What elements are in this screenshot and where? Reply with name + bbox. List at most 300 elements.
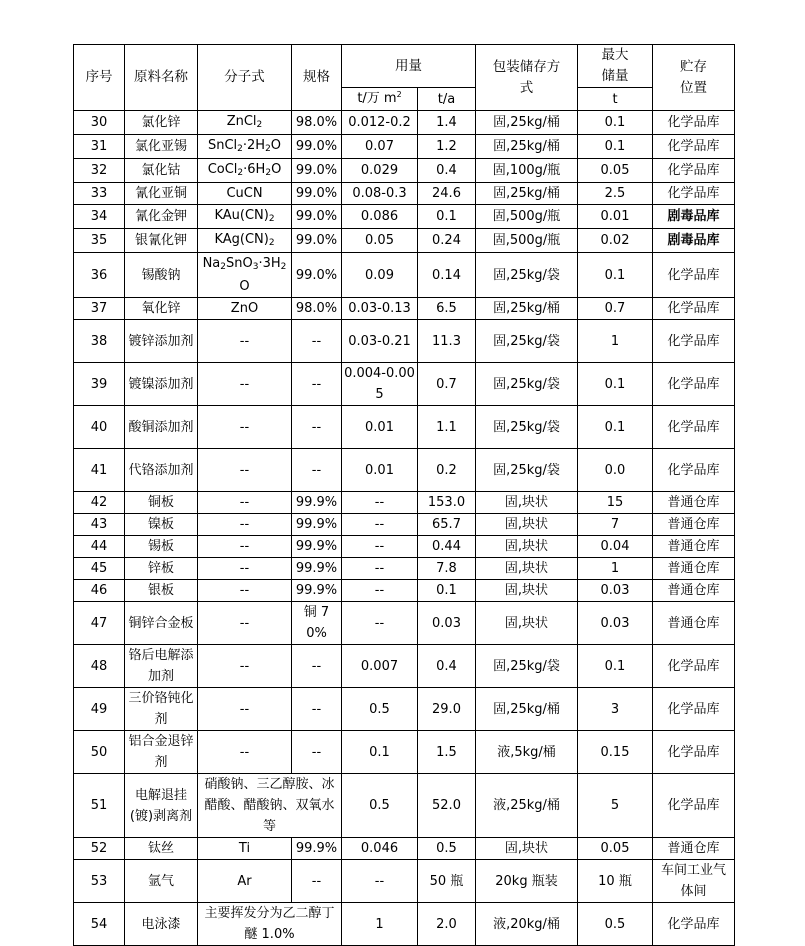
cell-max-storage: 0.1 bbox=[578, 253, 653, 298]
cell-location: 车间工业气体间 bbox=[653, 860, 735, 903]
table-row bbox=[74, 492, 735, 514]
cell-seq: 47 bbox=[74, 602, 125, 645]
cell-formula bbox=[198, 860, 292, 903]
formula-subscript: 2 bbox=[280, 262, 287, 272]
cell-formula bbox=[198, 903, 342, 946]
cell-name: 酸铜添加剂 bbox=[125, 406, 198, 449]
header-formula: 分子式 bbox=[198, 45, 292, 111]
cell-seq: 40 bbox=[74, 406, 125, 449]
cell-usage-annual: 1.2 bbox=[418, 135, 476, 159]
formula-subscript: 2 bbox=[237, 144, 243, 154]
cell-spec: 98.0% bbox=[292, 111, 342, 135]
cell-location: 化学品库 bbox=[653, 688, 735, 731]
formula-text: O bbox=[270, 138, 282, 153]
cell-name: 铜锌合金板 bbox=[125, 602, 198, 645]
cell-formula bbox=[198, 229, 292, 253]
cell-seq: 37 bbox=[74, 298, 125, 320]
cell-max-storage: 3 bbox=[578, 688, 653, 731]
cell-max-storage: 0.7 bbox=[578, 298, 653, 320]
cell-usage-per-area: 0.03-0.21 bbox=[342, 320, 418, 363]
cell-seq: 45 bbox=[74, 558, 125, 580]
cell-max-storage: 1 bbox=[578, 320, 653, 363]
cell-usage-annual: 0.7 bbox=[418, 363, 476, 406]
cell-spec: -- bbox=[292, 645, 342, 688]
table-row bbox=[74, 183, 735, 205]
formula-text: O bbox=[239, 279, 250, 294]
cell-usage-per-area: 0.012-0.2 bbox=[342, 111, 418, 135]
cell-seq: 39 bbox=[74, 363, 125, 406]
cell-usage-annual: 0.1 bbox=[418, 205, 476, 229]
cell-usage-annual: 0.14 bbox=[418, 253, 476, 298]
cell-name: 钛丝 bbox=[125, 838, 198, 860]
cell-max-storage: 10 瓶 bbox=[578, 860, 653, 903]
cell-seq: 33 bbox=[74, 183, 125, 205]
table-row bbox=[74, 205, 735, 229]
cell-name: 锡酸钠 bbox=[125, 253, 198, 298]
cell-formula bbox=[198, 774, 342, 838]
formula-subscript: 3 bbox=[252, 262, 259, 272]
cell-packing: 固,25kg/袋 bbox=[476, 320, 578, 363]
cell-name: 代铬添加剂 bbox=[125, 449, 198, 492]
cell-location: 化学品库 bbox=[653, 774, 735, 838]
cell-formula bbox=[198, 320, 292, 363]
formula-subscript: 2 bbox=[265, 144, 271, 154]
table-row bbox=[74, 111, 735, 135]
cell-usage-annual: 65.7 bbox=[418, 514, 476, 536]
formula-text: -- bbox=[239, 561, 250, 576]
cell-usage-annual: 0.4 bbox=[418, 645, 476, 688]
cell-spec: 99.0% bbox=[292, 159, 342, 183]
table-row bbox=[74, 688, 735, 731]
formula-subscript: 2 bbox=[220, 262, 227, 272]
cell-formula bbox=[198, 492, 292, 514]
header-max-storage: 最大储量 bbox=[578, 45, 653, 88]
cell-name: 镀镍添加剂 bbox=[125, 363, 198, 406]
cell-max-storage: 7 bbox=[578, 514, 653, 536]
formula-text: -- bbox=[239, 462, 250, 478]
formula-subscript: 2 bbox=[265, 168, 272, 178]
formula-text: ·3H bbox=[258, 256, 281, 271]
cell-seq: 35 bbox=[74, 229, 125, 253]
cell-name: 电泳漆 bbox=[125, 903, 198, 946]
cell-max-storage: 0.05 bbox=[578, 838, 653, 860]
cell-packing: 20kg 瓶装 bbox=[476, 860, 578, 903]
cell-location: 化学品库 bbox=[653, 903, 735, 946]
cell-location: 普通仓库 bbox=[653, 558, 735, 580]
table-row bbox=[74, 159, 735, 183]
formula-text: -- bbox=[239, 539, 250, 554]
cell-packing: 固,25kg/袋 bbox=[476, 253, 578, 298]
cell-location: 化学品库 bbox=[653, 183, 735, 205]
cell-usage-per-area: 0.086 bbox=[342, 205, 418, 229]
formula-text: Ti bbox=[238, 841, 251, 856]
cell-usage-annual: 0.1 bbox=[418, 580, 476, 602]
cell-name: 锡板 bbox=[125, 536, 198, 558]
cell-formula bbox=[198, 449, 292, 492]
cell-usage-per-area: 0.07 bbox=[342, 135, 418, 159]
cell-usage-annual: 50 瓶 bbox=[418, 860, 476, 903]
cell-location: 普通仓库 bbox=[653, 492, 735, 514]
cell-name: 氰化亚铜 bbox=[125, 183, 198, 205]
cell-packing: 固,500g/瓶 bbox=[476, 205, 578, 229]
cell-usage-per-area: 0.08-0.3 bbox=[342, 183, 418, 205]
formula-text: -- bbox=[239, 376, 250, 392]
cell-location: 化学品库 bbox=[653, 645, 735, 688]
cell-seq: 34 bbox=[74, 205, 125, 229]
table-row bbox=[74, 135, 735, 159]
table-row bbox=[74, 536, 735, 558]
cell-packing: 固,500g/瓶 bbox=[476, 229, 578, 253]
cell-location: 化学品库 bbox=[653, 320, 735, 363]
cell-formula bbox=[198, 253, 292, 298]
cell-usage-per-area: 0.03-0.13 bbox=[342, 298, 418, 320]
cell-spec: 99.0% bbox=[292, 229, 342, 253]
table-row bbox=[74, 580, 735, 602]
cell-location: 化学品库 bbox=[653, 449, 735, 492]
cell-usage-annual: 0.5 bbox=[418, 838, 476, 860]
cell-name: 银氰化钾 bbox=[125, 229, 198, 253]
cell-formula bbox=[198, 183, 292, 205]
table-row bbox=[74, 229, 735, 253]
cell-usage-per-area: 0.046 bbox=[342, 838, 418, 860]
cell-max-storage: 1 bbox=[578, 558, 653, 580]
cell-usage-per-area: -- bbox=[342, 558, 418, 580]
cell-seq: 48 bbox=[74, 645, 125, 688]
cell-max-storage: 5 bbox=[578, 774, 653, 838]
cell-seq: 52 bbox=[74, 838, 125, 860]
cell-seq: 43 bbox=[74, 514, 125, 536]
cell-usage-annual: 52.0 bbox=[418, 774, 476, 838]
cell-name: 氰化金钾 bbox=[125, 205, 198, 229]
table-row bbox=[74, 903, 735, 946]
cell-usage-per-area: -- bbox=[342, 602, 418, 645]
table-row bbox=[74, 558, 735, 580]
cell-max-storage: 0.1 bbox=[578, 645, 653, 688]
cell-packing: 固,块状 bbox=[476, 514, 578, 536]
cell-seq: 46 bbox=[74, 580, 125, 602]
cell-usage-annual: 0.4 bbox=[418, 159, 476, 183]
formula-text: KAg(CN) bbox=[214, 232, 269, 247]
formula-text: -- bbox=[239, 495, 250, 510]
cell-spec: 99.9% bbox=[292, 536, 342, 558]
cell-formula bbox=[198, 111, 292, 135]
cell-location: 化学品库 bbox=[653, 135, 735, 159]
cell-packing: 固,25kg/袋 bbox=[476, 406, 578, 449]
cell-name: 氩气 bbox=[125, 860, 198, 903]
cell-seq: 36 bbox=[74, 253, 125, 298]
cell-name: 锌板 bbox=[125, 558, 198, 580]
header-usage-unit-annual: t/a bbox=[418, 88, 476, 111]
cell-packing: 固,块状 bbox=[476, 580, 578, 602]
cell-formula bbox=[198, 298, 292, 320]
cell-usage-per-area: 0.029 bbox=[342, 159, 418, 183]
cell-usage-annual: 6.5 bbox=[418, 298, 476, 320]
cell-location: 普通仓库 bbox=[653, 602, 735, 645]
cell-seq: 44 bbox=[74, 536, 125, 558]
formula-text: -- bbox=[239, 744, 250, 760]
header-packing: 包装储存方式 bbox=[476, 45, 578, 111]
table-row bbox=[74, 298, 735, 320]
cell-usage-per-area: 0.5 bbox=[342, 688, 418, 731]
cell-formula bbox=[198, 406, 292, 449]
cell-seq: 41 bbox=[74, 449, 125, 492]
cell-formula bbox=[198, 645, 292, 688]
cell-name: 电解退挂(镀)剥离剂 bbox=[125, 774, 198, 838]
cell-max-storage: 0.15 bbox=[578, 731, 653, 774]
table-row bbox=[74, 860, 735, 903]
cell-packing: 固,25kg/袋 bbox=[476, 449, 578, 492]
formula-subscript: 2 bbox=[256, 120, 263, 130]
table-row bbox=[74, 838, 735, 860]
cell-max-storage: 0.02 bbox=[578, 229, 653, 253]
formula-subscript: 2 bbox=[268, 238, 275, 248]
cell-seq: 38 bbox=[74, 320, 125, 363]
cell-location: 普通仓库 bbox=[653, 514, 735, 536]
cell-location: 剧毒品库 bbox=[653, 205, 735, 229]
cell-location: 化学品库 bbox=[653, 253, 735, 298]
cell-max-storage: 15 bbox=[578, 492, 653, 514]
cell-seq: 50 bbox=[74, 731, 125, 774]
cell-max-storage: 0.1 bbox=[578, 111, 653, 135]
cell-formula bbox=[198, 731, 292, 774]
cell-spec: 99.0% bbox=[292, 135, 342, 159]
cell-seq: 30 bbox=[74, 111, 125, 135]
cell-location: 化学品库 bbox=[653, 363, 735, 406]
formula-text: Na bbox=[202, 256, 221, 271]
cell-max-storage: 0.1 bbox=[578, 363, 653, 406]
cell-location: 化学品库 bbox=[653, 159, 735, 183]
table-row bbox=[74, 363, 735, 406]
table-row bbox=[74, 645, 735, 688]
cell-spec: -- bbox=[292, 363, 342, 406]
formula-text: -- bbox=[239, 658, 250, 674]
cell-name: 镍板 bbox=[125, 514, 198, 536]
cell-spec: 98.0% bbox=[292, 298, 342, 320]
cell-location: 普通仓库 bbox=[653, 580, 735, 602]
cell-spec: 99.0% bbox=[292, 253, 342, 298]
cell-usage-per-area: -- bbox=[342, 860, 418, 903]
cell-usage-annual: 1.5 bbox=[418, 731, 476, 774]
cell-spec: -- bbox=[292, 449, 342, 492]
cell-usage-per-area: 0.09 bbox=[342, 253, 418, 298]
cell-name: 镀锌添加剂 bbox=[125, 320, 198, 363]
formula-text: -- bbox=[239, 419, 250, 435]
cell-location: 普通仓库 bbox=[653, 536, 735, 558]
cell-seq: 49 bbox=[74, 688, 125, 731]
cell-name: 氯化锌 bbox=[125, 111, 198, 135]
cell-seq: 31 bbox=[74, 135, 125, 159]
cell-usage-annual: 0.44 bbox=[418, 536, 476, 558]
cell-usage-annual: 0.24 bbox=[418, 229, 476, 253]
cell-formula bbox=[198, 558, 292, 580]
cell-formula bbox=[198, 536, 292, 558]
table-row bbox=[74, 320, 735, 363]
cell-max-storage: 0.03 bbox=[578, 580, 653, 602]
cell-spec: 99.9% bbox=[292, 514, 342, 536]
formula-text: KAu(CN) bbox=[214, 208, 269, 223]
cell-spec: 99.0% bbox=[292, 183, 342, 205]
unit-per-area-base: t/万 m bbox=[357, 91, 397, 106]
cell-usage-annual: 2.0 bbox=[418, 903, 476, 946]
cell-usage-per-area: -- bbox=[342, 580, 418, 602]
formula-text: ZnCl bbox=[226, 114, 257, 129]
header-spec: 规格 bbox=[292, 45, 342, 111]
cell-max-storage: 2.5 bbox=[578, 183, 653, 205]
cell-packing: 固,25kg/桶 bbox=[476, 183, 578, 205]
cell-name: 氧化锌 bbox=[125, 298, 198, 320]
cell-spec: 99.9% bbox=[292, 492, 342, 514]
formula-text: -- bbox=[239, 333, 250, 349]
table-row bbox=[74, 449, 735, 492]
cell-packing: 液,20kg/桶 bbox=[476, 903, 578, 946]
cell-max-storage: 0.1 bbox=[578, 135, 653, 159]
cell-name: 氯化亚锡 bbox=[125, 135, 198, 159]
table-row bbox=[74, 514, 735, 536]
cell-usage-annual: 1.1 bbox=[418, 406, 476, 449]
cell-usage-annual: 24.6 bbox=[418, 183, 476, 205]
formula-text: -- bbox=[239, 517, 250, 532]
formula-text: ZnO bbox=[230, 301, 259, 316]
cell-spec: 99.0% bbox=[292, 205, 342, 229]
header-usage-unit-per-area bbox=[342, 88, 418, 111]
cell-seq: 51 bbox=[74, 774, 125, 838]
cell-packing: 固,25kg/袋 bbox=[476, 363, 578, 406]
cell-formula bbox=[198, 205, 292, 229]
cell-max-storage: 0.04 bbox=[578, 536, 653, 558]
cell-usage-per-area: 0.1 bbox=[342, 731, 418, 774]
cell-location: 化学品库 bbox=[653, 406, 735, 449]
cell-packing: 固,块状 bbox=[476, 536, 578, 558]
cell-seq: 32 bbox=[74, 159, 125, 183]
header-location: 贮存位置 bbox=[653, 45, 735, 111]
cell-usage-per-area: 0.01 bbox=[342, 406, 418, 449]
cell-name: 铝合金退锌剂 bbox=[125, 731, 198, 774]
cell-usage-per-area: 0.007 bbox=[342, 645, 418, 688]
cell-formula bbox=[198, 602, 292, 645]
cell-seq: 42 bbox=[74, 492, 125, 514]
cell-spec: -- bbox=[292, 731, 342, 774]
cell-max-storage: 0.03 bbox=[578, 602, 653, 645]
cell-formula bbox=[198, 688, 292, 731]
cell-max-storage: 0.0 bbox=[578, 449, 653, 492]
header-usage: 用量 bbox=[342, 45, 476, 88]
cell-formula bbox=[198, 363, 292, 406]
cell-seq: 54 bbox=[74, 903, 125, 946]
cell-usage-annual: 29.0 bbox=[418, 688, 476, 731]
cell-packing: 液,25kg/桶 bbox=[476, 774, 578, 838]
cell-packing: 固,25kg/桶 bbox=[476, 688, 578, 731]
cell-packing: 固,块状 bbox=[476, 558, 578, 580]
formula-text: -- bbox=[239, 615, 250, 631]
formula-text: 主要挥发分为乙二醇丁醚 1.0% bbox=[204, 906, 335, 942]
header-seq: 序号 bbox=[74, 45, 125, 111]
formula-text: SnCl bbox=[207, 138, 238, 153]
cell-packing: 固,块状 bbox=[476, 838, 578, 860]
cell-name: 铬后电解添加剂 bbox=[125, 645, 198, 688]
cell-seq: 53 bbox=[74, 860, 125, 903]
cell-max-storage: 0.05 bbox=[578, 159, 653, 183]
cell-packing: 固,块状 bbox=[476, 492, 578, 514]
cell-usage-per-area: 0.05 bbox=[342, 229, 418, 253]
table-header bbox=[74, 45, 735, 111]
cell-name: 银板 bbox=[125, 580, 198, 602]
cell-spec: 99.9% bbox=[292, 558, 342, 580]
table-row bbox=[74, 406, 735, 449]
cell-location: 普通仓库 bbox=[653, 838, 735, 860]
cell-location: 剧毒品库 bbox=[653, 229, 735, 253]
formula-text: -- bbox=[239, 701, 250, 717]
cell-name: 氯化钴 bbox=[125, 159, 198, 183]
header-name: 原料名称 bbox=[125, 45, 198, 111]
formula-text: O bbox=[271, 162, 282, 177]
cell-spec: 99.9% bbox=[292, 838, 342, 860]
cell-usage-per-area: 1 bbox=[342, 903, 418, 946]
materials-table bbox=[73, 44, 735, 946]
formula-text: CuCN bbox=[226, 186, 263, 201]
formula-text: 硝酸钠、三乙醇胺、冰醋酸、醋酸钠、双氧水等 bbox=[204, 777, 335, 834]
cell-usage-annual: 7.8 bbox=[418, 558, 476, 580]
cell-packing: 固,25kg/袋 bbox=[476, 645, 578, 688]
cell-usage-annual: 1.4 bbox=[418, 111, 476, 135]
cell-spec: 铜 70% bbox=[292, 602, 342, 645]
cell-formula bbox=[198, 514, 292, 536]
formula-text: Ar bbox=[237, 873, 252, 889]
cell-formula bbox=[198, 580, 292, 602]
formula-text: ·2H bbox=[242, 138, 266, 153]
cell-packing: 固,100g/瓶 bbox=[476, 159, 578, 183]
cell-spec: -- bbox=[292, 406, 342, 449]
cell-max-storage: 0.01 bbox=[578, 205, 653, 229]
cell-usage-per-area: 0.01 bbox=[342, 449, 418, 492]
cell-spec: 99.9% bbox=[292, 580, 342, 602]
cell-formula bbox=[198, 159, 292, 183]
cell-packing: 固,块状 bbox=[476, 602, 578, 645]
cell-packing: 固,25kg/桶 bbox=[476, 298, 578, 320]
table-row bbox=[74, 602, 735, 645]
cell-spec: -- bbox=[292, 688, 342, 731]
cell-usage-per-area: 0.5 bbox=[342, 774, 418, 838]
formula-text: SnO bbox=[226, 256, 253, 271]
cell-usage-per-area: -- bbox=[342, 492, 418, 514]
cell-spec: -- bbox=[292, 860, 342, 903]
cell-usage-annual: 11.3 bbox=[418, 320, 476, 363]
cell-formula bbox=[198, 135, 292, 159]
table-body bbox=[74, 111, 735, 946]
table-row bbox=[74, 731, 735, 774]
cell-name: 三价铬钝化剂 bbox=[125, 688, 198, 731]
cell-usage-per-area: -- bbox=[342, 514, 418, 536]
cell-location: 化学品库 bbox=[653, 111, 735, 135]
formula-text: ·6H bbox=[243, 162, 266, 177]
table-row bbox=[74, 253, 735, 298]
cell-packing: 固,25kg/桶 bbox=[476, 111, 578, 135]
header-max-unit: t bbox=[578, 88, 653, 111]
unit-per-area-sup: 2 bbox=[396, 90, 402, 99]
cell-location: 化学品库 bbox=[653, 731, 735, 774]
cell-usage-annual: 153.0 bbox=[418, 492, 476, 514]
formula-subscript: 2 bbox=[268, 214, 275, 224]
cell-max-storage: 0.5 bbox=[578, 903, 653, 946]
cell-packing: 固,25kg/桶 bbox=[476, 135, 578, 159]
formula-text: CoCl bbox=[207, 162, 238, 177]
cell-name: 铜板 bbox=[125, 492, 198, 514]
cell-max-storage: 0.1 bbox=[578, 406, 653, 449]
cell-usage-per-area: -- bbox=[342, 536, 418, 558]
table-row bbox=[74, 774, 735, 838]
cell-spec: -- bbox=[292, 320, 342, 363]
cell-usage-per-area: 0.004-0.005 bbox=[342, 363, 418, 406]
formula-subscript: 2 bbox=[237, 168, 244, 178]
